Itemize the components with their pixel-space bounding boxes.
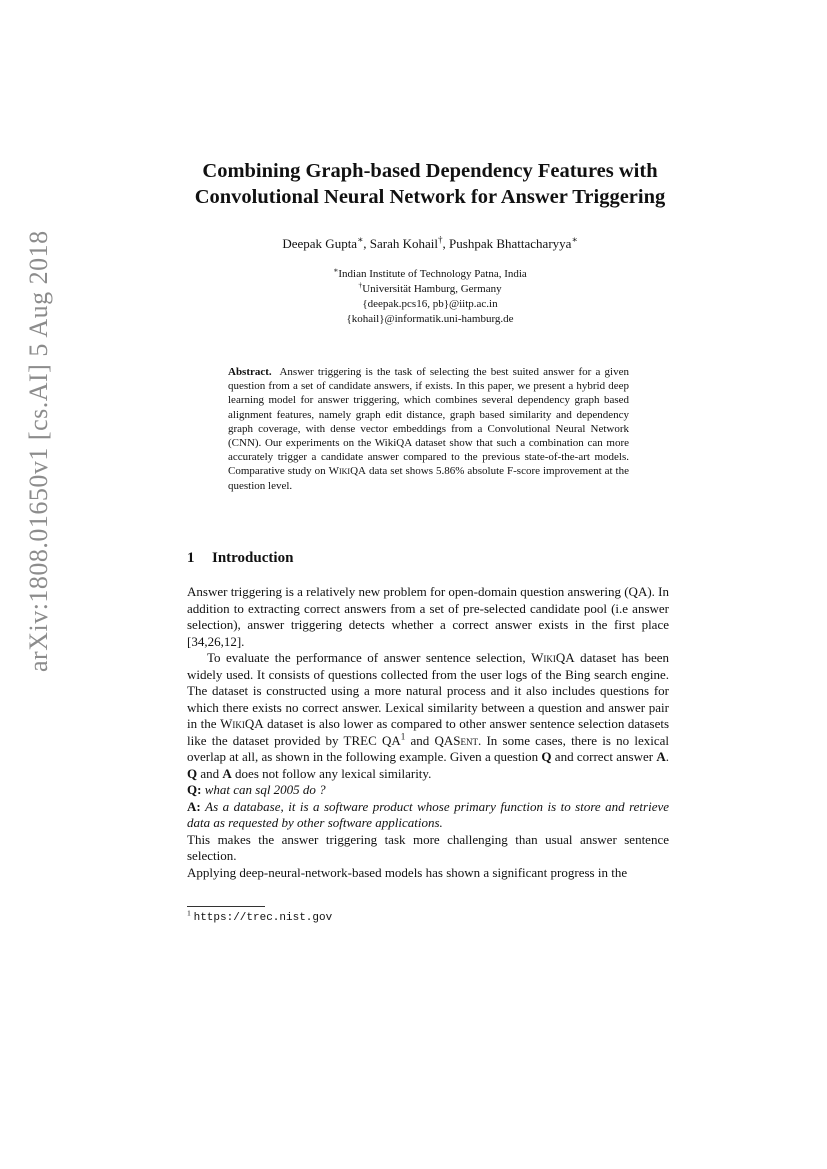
wikiqa-term: WikiQA: [220, 716, 264, 731]
author-list: Deepak Gupta∗, Sarah Kohail†, Pushpak Bhattacharyya∗: [282, 234, 578, 251]
body-text: [187, 584, 669, 881]
author-1-mark: ∗: [357, 234, 364, 245]
email-2: {kohail}@informatik.uni-hamburg.de: [346, 313, 514, 325]
example-question: Q: what can sql 2005 do ?: [187, 782, 326, 797]
footnote-url[interactable]: https://trec.nist.gov: [193, 912, 333, 924]
author-2: Sarah Kohail: [369, 236, 438, 251]
author-3: Pushpak Bhattacharyya: [449, 236, 572, 251]
wikiqa-term: WikiQA: [531, 650, 575, 665]
example-answer: A: As a database, it is a software product whose primary function is to store and retrieve data as requested by other software applications.: [187, 798, 670, 830]
abstract-text-1: Answer triggering is the task of selecting the best suited answer for a given question from a set of candidate answers, if exists. In this paper, we present a hybrid deep learning model for answer triggering, which combines several dependency graph based alignment features, namely graph edit distance, graph based similarity and dependency graph coverage, with dense vector embeddings from a Convolutional Neural Network (CNN). Our experiments on the WikiQA dataset show that such a combination can more accurately trigger a candidate answer compared to the previous state-of-the-art models. Comparative study on: [228, 366, 629, 478]
title-line-1: Combining Graph-based Dependency Features with: [202, 160, 658, 182]
paper-title: [150, 158, 710, 210]
affiliation-1: ∗Indian Institute of Technology Patna, India: [333, 265, 527, 280]
author-2-mark: †: [438, 234, 443, 245]
paragraph-3: This makes the answer triggering task more challenging than usual answer sentence selection.: [187, 831, 669, 863]
affiliation-1-mark: ∗: [333, 265, 339, 275]
author-1: Deepak Gupta: [282, 236, 358, 251]
paragraph-2: To evaluate the performance of answer sentence selection, WikiQA dataset has been widely used. It consists of questions collected from the user logs of the Bing search engine. The dataset is constructed using a more natural process and it also includes questions for which there exists no correct answer. Lexical similarity between a question and answer pair in the WikiQA dataset is also lower as compared to other answer sentence selection datasets like the dataset provided by TREC $QA^1$ and QASent. In some cases, there is no lexical overlap at all, as shown in the following example. Given a question Q and correct answer A. Q and A does not follow any lexical similarity.: [187, 650, 670, 781]
affiliation-2-mark: †: [358, 280, 363, 290]
email-1: {deepak.pcs16, pb}@iitp.ac.in: [362, 298, 498, 310]
qasent-term: QASent: [434, 732, 479, 748]
abstract-label: Abstract.: [228, 366, 272, 378]
footnote-ref: 1: [400, 731, 406, 742]
abstract: [228, 365, 629, 493]
title-line-2: Convolutional Neural Network for Answer Triggering: [194, 186, 666, 208]
footnote-rule: [187, 906, 265, 907]
paragraph-1: Answer triggering is a relatively new problem for open-domain question answering (QA). In addition to extracting correct answers from a set of pre-selected candidate pool (i.e answer selection), answer triggering detects whether a correct answer exists in the first place [34,26,12].: [187, 584, 669, 649]
section-title: Introduction: [212, 550, 294, 566]
abstract-text-2: data set shows: [368, 465, 433, 478]
abstract-score: 5.86%: [435, 465, 465, 478]
paragraph-4: Applying deep-neural-network-based models has shown a significant progress in the: [187, 864, 628, 880]
affiliation-2: †Universität Hamburg, Germany: [358, 280, 502, 295]
abstract-wikiqa: WikiQA: [328, 465, 366, 478]
author-3-mark: ∗: [571, 234, 578, 245]
arxiv-stamp-text: arXiv:1808.01650v1 [cs.AI] 5 Aug 2018: [24, 230, 53, 672]
abstract-text-3: absolute F-score improvement at the question level.: [228, 465, 629, 492]
footnote-mark: 1: [187, 908, 191, 918]
section-number: 1: [187, 550, 195, 566]
affiliations: [150, 267, 710, 327]
section-heading: [187, 550, 293, 567]
arxiv-stamp: [18, 230, 58, 672]
footnote: [187, 910, 332, 925]
